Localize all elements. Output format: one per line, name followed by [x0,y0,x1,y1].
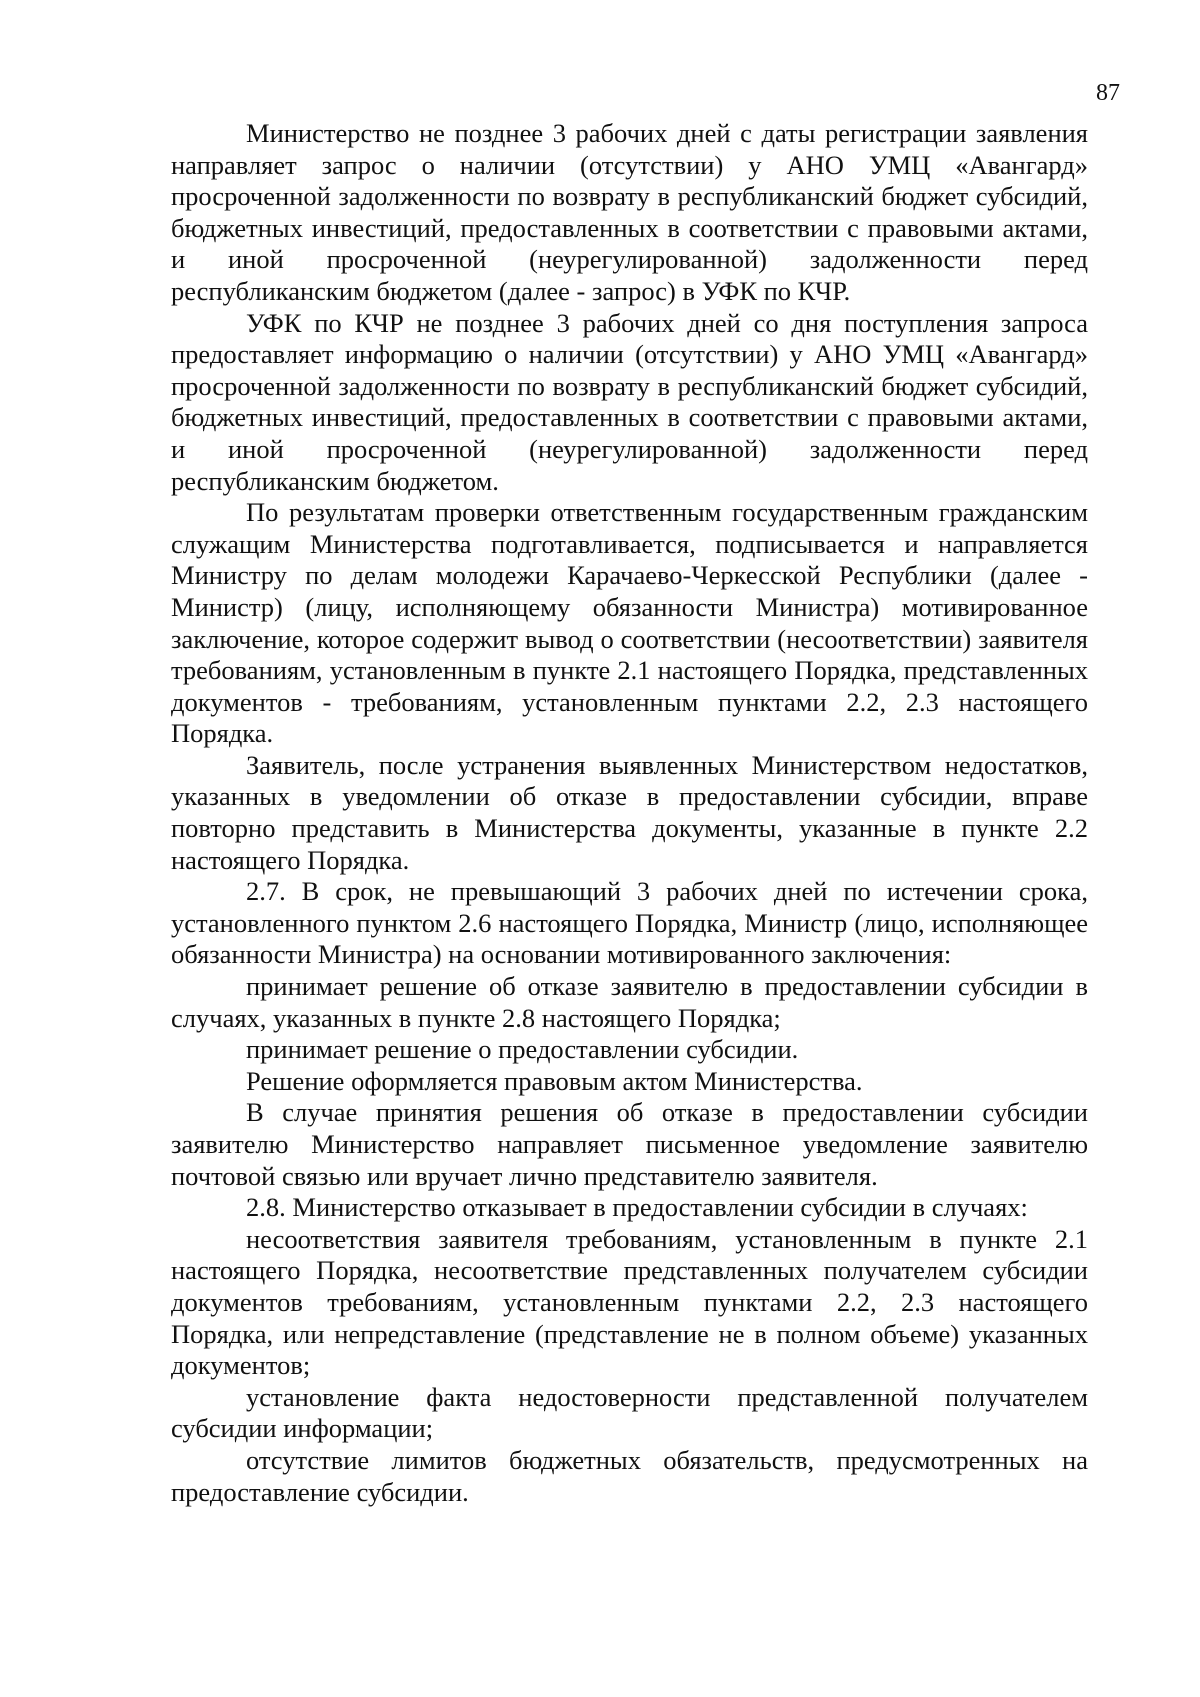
paragraph-verification-conclusion: По результатам проверки ответственным государственным гражданским служащим Министерства подготавливается, подписывается и направляется Министру по делам молодежи Карачаево-Черкесской Республики (далее - Министр) (лицу, исполняющему обязанности Министра) мотивированное заключение, которое содержит вывод о соответствии (несоответствии) заявителя требованиям, установленным в пункте 2.1 настоящего Порядка, представленных документов - требованиям, установленным пунктами 2.2, 2.3 настоящего Порядка. [171,497,1088,749]
paragraph-ufk-response: УФК по КЧР не позднее 3 рабочих дней со дня поступления запроса предоставляет информацию о наличии (отсутствии) у АНО УМЦ «Авангард» просроченной задолженности по возврату в республиканский бюджет субсидий, бюджетных инвестиций, предоставленных в соответствии с правовыми актами, и иной просроченной (неурегулированной) задолженности перед республиканским бюджетом. [171,307,1088,496]
paragraph-refusal-reason-noncompliance: несоответствия заявителя требованиям, установленным в пункте 2.1 настоящего Порядка, несоответствие представленных получателем субсидии документов требованиям, установленным пунктами 2.2, 2.3 настоящего Порядка, или непредставление (представление не в полном объеме) указанных документов; [171,1223,1088,1381]
paragraph-decision-refusal: принимает решение об отказе заявителю в предоставлении субсидии в случаях, указанных в пункте 2.8 настоящего Порядка; [171,971,1088,1033]
paragraph-refusal-notice: В случае принятия решения об отказе в предоставлении субсидии заявителю Министерство направляет письменное уведомление заявителю почтовой связью или вручает лично представителю заявителя. [171,1097,1088,1191]
paragraph-resubmission: Заявитель, после устранения выявленных Министерством недостатков, указанных в уведомлении об отказе в предоставлении субсидии, вправе повторно представить в Министерства документы, указанные в пункте 2.2 настоящего Порядка. [171,749,1088,875]
paragraph-decision-form: Решение оформляется правовым актом Министерства. [246,1065,863,1096]
paragraph-decision-grant: принимает решение о предоставлении субсидии. [246,1034,799,1065]
paragraph-refusal-reason-false-info: установление факта недостоверности представленной получателем субсидии информации; [171,1381,1088,1444]
paragraph-clause-2-8: 2.8. Министерство отказывает в предоставлении субсидии в случаях: [246,1192,1028,1223]
paragraph-clause-2-7: 2.7. В срок, не превышающий 3 рабочих дней по истечении срока, установленного пунктом 2.6 настоящего Порядка, Министр (лицо, исполняющее обязанности Министра) на основании мотивированного заключения: [171,876,1088,970]
paragraph-ministry-request: Министерство не позднее 3 рабочих дней с даты регистрации заявления направляет запрос о наличии (отсутствии) у АНО УМЦ «Авангард» просроченной задолженности по возврату в республиканский бюджет субсидий, бюджетных инвестиций, предоставленных в соответствии с правовыми актами, и иной просроченной (неурегулированной) задолженности перед республиканским бюджетом (далее - запрос) в УФК по КЧР. [171,118,1088,306]
paragraph-refusal-reason-no-limits: отсутствие лимитов бюджетных обязательств, предусмотренных на предоставление субсидии. [171,1444,1088,1507]
page-number: 87 [1096,80,1120,106]
document-body [171,118,1088,1508]
